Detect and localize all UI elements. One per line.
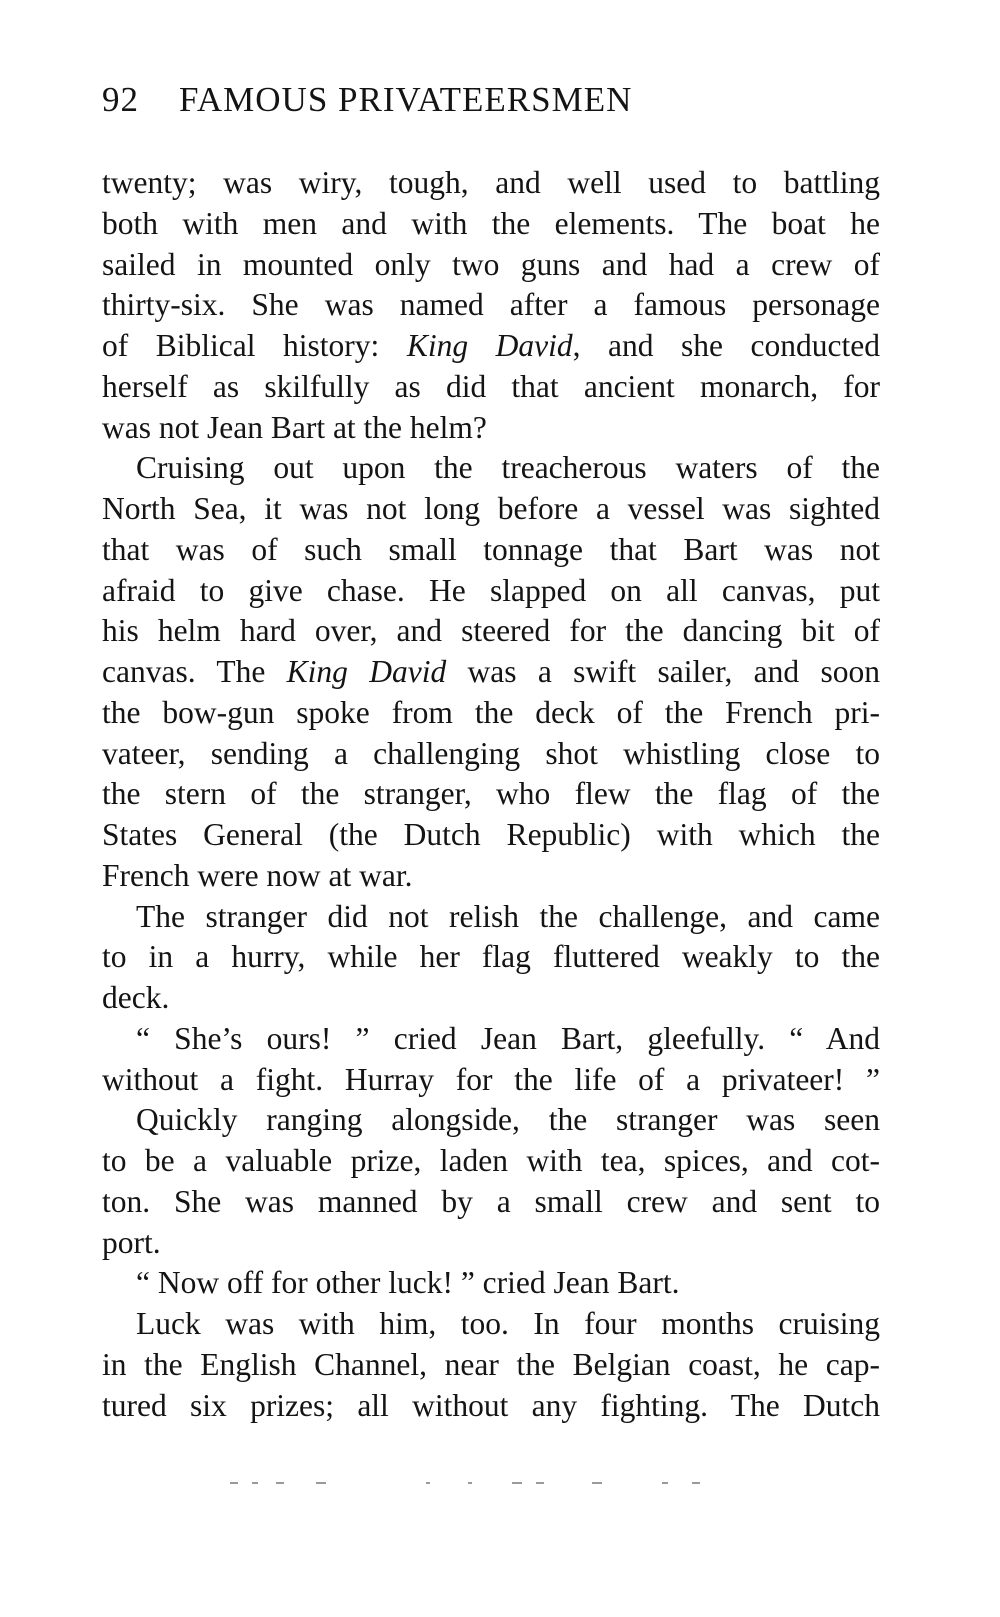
text-line: “ She’s ours! ” cried Jean Bart, gleefully. “ And	[136, 1020, 880, 1056]
text-line: was not Jean Bart at the helm?	[102, 409, 487, 445]
text-line: in the English Channel, near the Belgian coast, he cap-	[102, 1346, 880, 1382]
text-line: The stranger did not relish the challenge, and came	[136, 898, 880, 934]
text-line: afraid to give chase. He slapped on all canvas, put	[102, 572, 880, 608]
text-line: sailed in mounted only two guns and had a crew of	[102, 246, 880, 282]
text-line: ton. She was manned by a small crew and sent to	[102, 1183, 880, 1219]
text-line: to in a hurry, while her flag fluttered weakly to the	[102, 939, 880, 975]
text-line: twenty; was wiry, tough, and well used to battling	[102, 165, 880, 200]
body-text	[102, 163, 880, 1426]
text-line: to be a valuable prize, laden with tea, spices, and cot-	[102, 1143, 880, 1178]
text-line: States General (the Dutch Republic) with which the	[102, 817, 880, 852]
text-line: port.	[102, 1224, 161, 1260]
text-line: the bow-gun spoke from the deck of the French pri-	[102, 694, 880, 730]
ship-name: King David	[286, 654, 447, 689]
text-line: Quickly ranging alongside, the stranger was seen	[136, 1102, 880, 1138]
text-line: vateer, sending a challenging shot whistling close to	[102, 735, 880, 771]
text-line: both with men and with the elements. The boat he	[102, 205, 880, 241]
text-line: the stern of the stranger, who flew the flag of the	[102, 776, 880, 812]
text-line: herself as skilfully as did that ancient monarch, for	[102, 368, 880, 404]
text-line: North Sea, it was not long before a vessel was sighted	[102, 491, 880, 526]
text-line: that was of such small tonnage that Bart was not	[102, 531, 880, 567]
text-line: French were now at war.	[102, 857, 413, 893]
page-number: 92	[102, 80, 139, 119]
text-line: canvas. The King David was a swift sailer, and soon	[102, 654, 880, 689]
text-line: deck.	[102, 980, 170, 1015]
book-title: FAMOUS PRIVATEERSMEN	[179, 80, 633, 119]
text-line: Cruising out upon the treacherous waters of the	[136, 450, 880, 486]
text-line: “ Now off for other luck! ” cried Jean Bart.	[136, 1265, 680, 1301]
print-artifact-marks	[230, 1482, 750, 1490]
text-line: of Biblical history: King David, and she conducted	[102, 328, 880, 363]
text-line: Luck was with him, too. In four months cruising	[136, 1306, 880, 1341]
running-head	[102, 80, 632, 120]
text-line: thirty-six. She was named after a famous personage	[102, 287, 880, 323]
text-line: his helm hard over, and steered for the dancing bit of	[102, 613, 880, 649]
text-line: tured six prizes; all without any fighting. The Dutch	[102, 1387, 880, 1423]
ship-name: King David	[406, 328, 573, 363]
text-line: without a fight. Hurray for the life of a privateer! ”	[102, 1061, 880, 1097]
